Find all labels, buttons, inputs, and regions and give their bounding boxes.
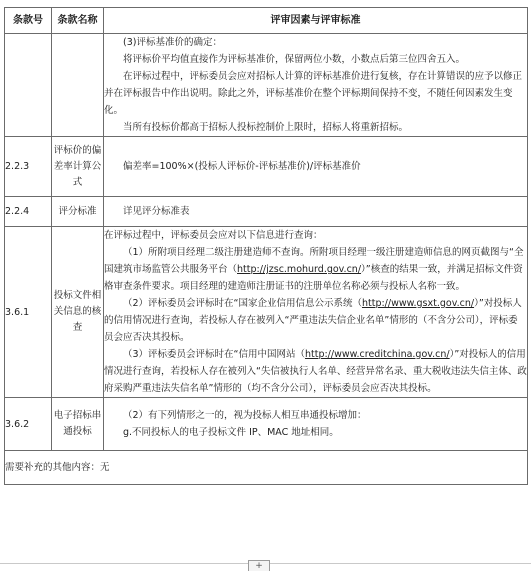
benchmark-retender: 当所有投标价都高于招标人投标控制价上限时，招标人将重新招标。 [123, 122, 409, 133]
clause-name: 评分标准 [52, 197, 104, 227]
item-3-text-a: （3）评标委员会评标时在“信用中国网站（ [123, 349, 305, 360]
table-row [5, 451, 528, 485]
item-1-text-b: ）”核查的结果一致，并满足招标文件资格审查条件要求。项目经理的建造师注册证书的注册单位名称必须与投标人名称一致。 [104, 264, 523, 292]
collusion-cell [104, 398, 528, 451]
item-2-text-b: ）”对投标人的信用情况进行查询，若投标人存在被列入“严重违法失信企业名单”情形的（不含分公司），评标委员会应否决其投标。 [104, 298, 522, 343]
benchmark-price-cell [104, 34, 528, 137]
header-criteria: 评审因素与评审标准 [104, 8, 528, 34]
clause-number-cell [5, 34, 52, 137]
criteria-table [4, 7, 528, 485]
verification-item-2 [104, 295, 527, 346]
deviation-formula-cell [104, 137, 528, 197]
item-3-text-b: ）”对投标人的信用情况进行查询，若投标人存在被列入“失信被执行人名单、经营异常名录、重大税收违法失信主体、政府采购严重违法失信名单”情形的（均不含分公司），评标委员会应否决其投标。 [104, 349, 527, 394]
clause-name: 评标价的偏差率计算公式 [52, 137, 104, 197]
item-2-text-a: （2）评标委员会评标时在“国家企业信用信息公示系统（ [123, 298, 362, 309]
creditchina-link[interactable]: http://www.creditchina.gov.cn/ [304, 349, 450, 360]
jzsc-link[interactable]: http://jzsc.mohurd.gov.cn/ [237, 264, 362, 275]
info-verification-cell [104, 227, 528, 398]
scoring-standard-cell [104, 197, 528, 227]
add-row-handle[interactable]: + [248, 560, 270, 571]
header-clause-name: 条款名称 [52, 8, 104, 34]
clause-number: 3.6.1 [5, 227, 52, 398]
clause-number: 2.2.3 [5, 137, 52, 197]
scoring-standard-text: 详见评分标准表 [123, 206, 190, 217]
supplementary-content: 需要补充的其他内容：无 [5, 451, 528, 485]
clause-number: 3.6.2 [5, 398, 52, 451]
deviation-formula: 偏差率=100%×(投标人评标价-评标基准价)/评标基准价 [123, 161, 361, 172]
collusion-ip-mac: g.不同投标人的电子投标文件 IP、MAC 地址相同。 [123, 427, 339, 438]
header-clause-number: 条款号 [5, 8, 52, 34]
clause-name-cell [52, 34, 104, 137]
table-row [5, 34, 528, 137]
collusion-rule: （2）有下列情形之一的，视为投标人相互串通投标增加： [123, 410, 367, 421]
verification-intro: 在评标过程中，评标委员会应对以下信息进行查询： [104, 230, 323, 241]
clause-number: 2.2.4 [5, 197, 52, 227]
benchmark-rule: 将评标价平均值直接作为评标基准价，保留两位小数，小数点后第三位四舍五入。 [123, 54, 466, 65]
verification-item-1 [104, 244, 527, 295]
table-row [5, 398, 528, 451]
gsxt-link[interactable]: http://www.gsxt.gov.cn/ [361, 298, 475, 309]
benchmark-review: 在评标过程中，评标委员会应对招标人计算的评标基准价进行复核，存在计算错误的应予以修正并在评标报告中作出说明。除此之外，评标基准价在整个评标期间保持不变，不随任何因素发生变化。 [104, 71, 523, 116]
verification-item-3 [104, 346, 527, 397]
item-1-text-a: （1）所附项目经理二级注册建造师不查询。所附项目经理一级注册建造师信息的网页截图与“全国建筑市场监管公共服务平台（ [104, 247, 524, 275]
clause-name: 投标文件相关信息的核查 [52, 227, 104, 398]
benchmark-heading: (3)评标基准价的确定： [123, 37, 222, 48]
clause-name: 电子招标串通投标 [52, 398, 104, 451]
table-row [5, 137, 528, 197]
table-row [5, 227, 528, 398]
table-header-row [5, 8, 528, 34]
table-row [5, 197, 528, 227]
